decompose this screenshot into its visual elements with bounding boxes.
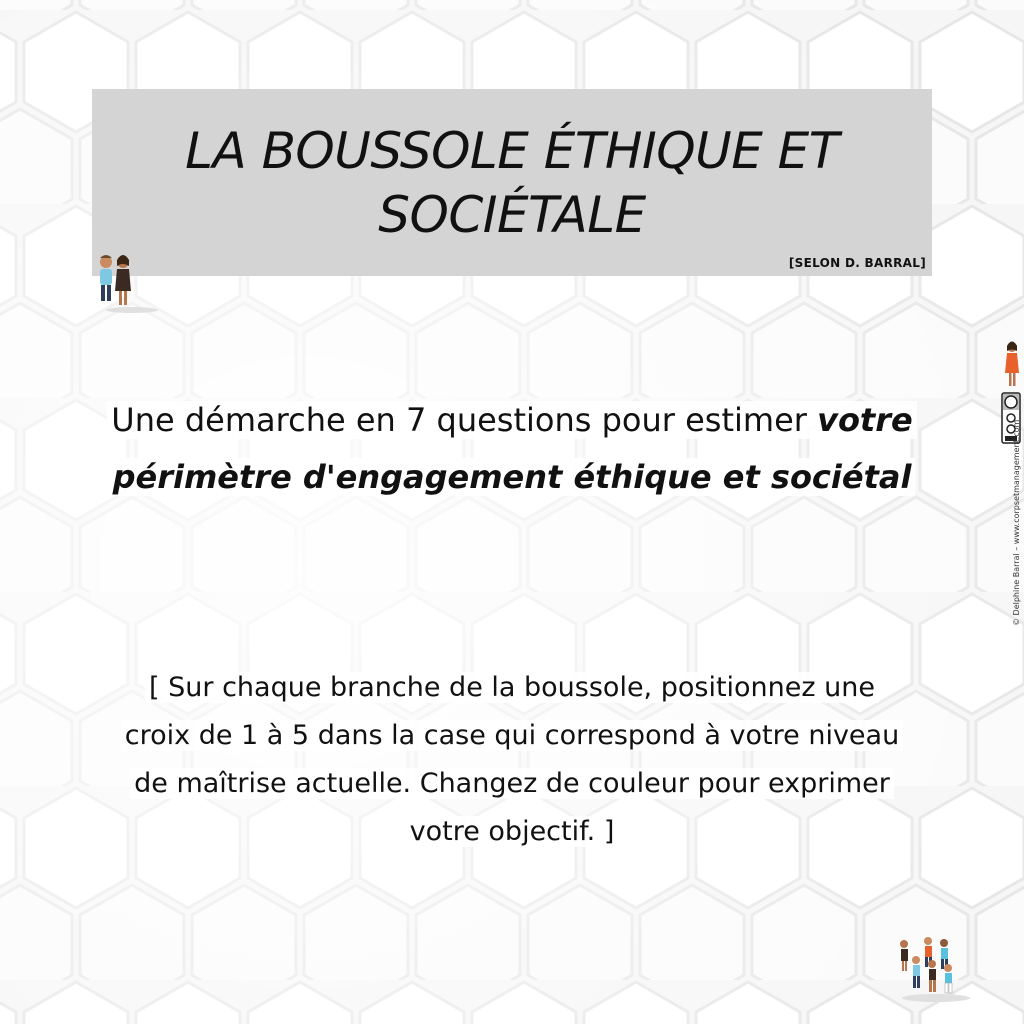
intro-highlight bbox=[107, 401, 916, 496]
instructions-text bbox=[120, 664, 904, 856]
intro-text bbox=[100, 392, 924, 506]
intro-prefix: Une démarche en 7 questions pour estimer bbox=[111, 401, 818, 439]
title-box bbox=[92, 89, 932, 276]
instructions-highlight: [ Sur chaque branche de la boussole, positionnez une croix de 1 à 5 dans la case qui correspond à votre niveau de maîtrise actuelle. Changez de couleur pour exprimer votre objectif. ] bbox=[121, 672, 903, 847]
intro-emphasis: votre périmètre d'engagement éthique et sociétal bbox=[112, 401, 913, 496]
copyright-text: © Delphine Barral – www.corpsetmanagement.com bbox=[1012, 419, 1021, 626]
woman-figure-icon bbox=[1000, 340, 1024, 390]
page-title: LA BOUSSOLE ÉTHIQUE ET SOCIÉTALE bbox=[185, 122, 839, 244]
people-group-icon bbox=[894, 934, 974, 1004]
people-duo-icon bbox=[92, 250, 164, 314]
author-credit: [SELON D. BARRAL] bbox=[788, 256, 926, 270]
